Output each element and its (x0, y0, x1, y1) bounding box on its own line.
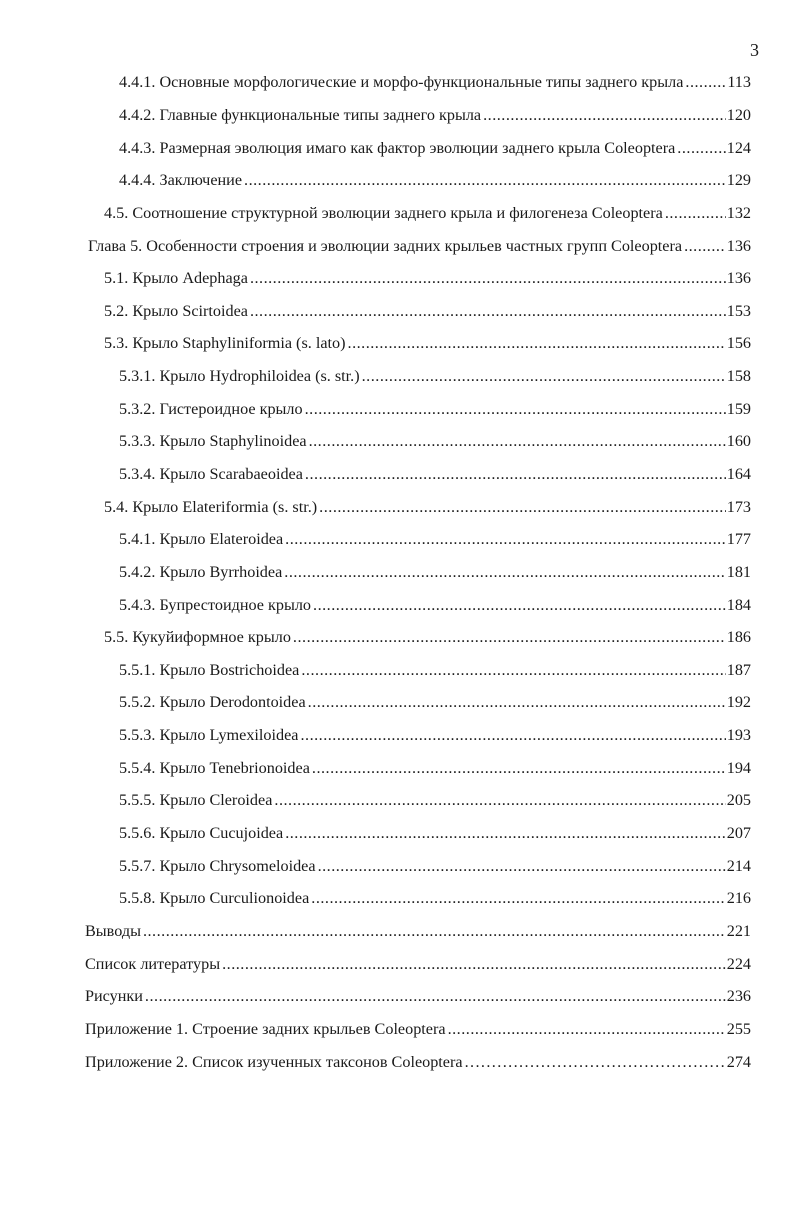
toc-entry (0, 131, 799, 164)
toc-entry (0, 327, 799, 360)
toc-dot-leader (684, 236, 726, 256)
toc-entry (0, 882, 799, 915)
toc-entry-title: Приложение 2. Список изученных таксонов Coleoptera (85, 1052, 463, 1071)
toc-entry (0, 392, 799, 425)
toc-entry (0, 947, 799, 980)
toc-entry-page: 194 (726, 758, 751, 777)
toc-entry-title: Глава 5. Особенности строения и эволюции задних крыльев частных групп Coleoptera (88, 236, 683, 255)
toc-entry-title: 5.5. Кукуйиформное крыло (104, 628, 291, 647)
toc-entry (0, 817, 799, 850)
toc-entry (0, 719, 799, 752)
toc-entry (0, 621, 799, 654)
toc-entry-title: 4.4.3. Размерная эволюция имаго как фактор эволюции заднего крыла Coleoptera (119, 138, 676, 157)
toc-entry-title: 5.4. Крыло Elateriformia (s. str.) (104, 497, 318, 516)
toc-dot-leader (300, 725, 725, 745)
toc-entry-page: 187 (726, 660, 751, 679)
toc-entry-title: 4.4.4. Заключение (119, 171, 243, 190)
toc-entry (0, 751, 799, 784)
toc-entry (0, 197, 799, 230)
toc-dot-leader (274, 790, 725, 810)
toc-dot-leader (308, 692, 726, 712)
toc-entry (0, 1013, 799, 1046)
toc-entry-title: 5.4.1. Крыло Elateroidea (119, 530, 284, 549)
toc-entry-title: 4.5. Соотношение структурной эволюции заднего крыла и филогенеза Coleoptera (104, 203, 663, 222)
toc-entry-page: 129 (726, 171, 751, 190)
toc-entry-page: 120 (726, 105, 751, 124)
toc-dot-leader (293, 627, 726, 647)
toc-entry-page: 177 (726, 530, 751, 549)
toc-dot-leader (362, 366, 726, 386)
toc-entry (0, 66, 799, 99)
toc-entry-title: 5.3. Крыло Staphyliniformia (s. lato) (104, 334, 346, 353)
toc-dot-leader (285, 823, 726, 843)
toc-entry-page: 224 (726, 954, 751, 973)
page-number: 3 (750, 40, 759, 60)
toc-entry-page: 156 (726, 334, 751, 353)
toc-entry (0, 980, 799, 1013)
toc-entry (0, 360, 799, 393)
toc-entry-page: 164 (726, 465, 751, 483)
toc-entry-page: 136 (726, 236, 751, 255)
toc-entry-page: 205 (726, 791, 751, 810)
toc-dot-leader (313, 595, 726, 615)
toc-entry-title: Список литературы (85, 954, 221, 973)
toc-entry-page: 214 (726, 856, 751, 875)
toc-dot-leader (318, 856, 726, 876)
toc-entry-title: 5.4.2. Крыло Byrrhoidea (119, 562, 283, 581)
toc-entry-page: 124 (726, 138, 751, 157)
toc-dot-leader (677, 138, 725, 158)
toc-entry-page: 113 (727, 73, 751, 92)
toc-dot-leader (244, 170, 726, 190)
toc-dot-leader (250, 268, 726, 288)
toc-entry-title: 5.3.1. Крыло Hydrophiloidea (s. str.) (119, 367, 360, 386)
toc-dot-leader (284, 562, 725, 582)
toc-entry-page: 181 (726, 562, 751, 581)
toc-entry-page: 221 (726, 921, 751, 940)
toc-entry-title: 5.2. Крыло Scirtoidea (104, 301, 248, 320)
toc-entry-title: Выводы (85, 921, 141, 940)
toc-entry (0, 99, 799, 132)
toc-entry (0, 490, 799, 523)
toc-entry-page: 192 (726, 693, 751, 712)
toc-entry-title: 5.5.1. Крыло Bostrichoidea (119, 660, 300, 679)
toc-entry-title: 5.5.2. Крыло Derodontoidea (119, 693, 306, 712)
toc-entry (0, 556, 799, 589)
toc-entry-title: Рисунки (85, 987, 143, 1006)
toc-dot-leader (285, 529, 726, 549)
toc-entry-title: 5.5.7. Крыло Chrysomeloidea (119, 856, 316, 875)
toc-entry-title: 5.5.5. Крыло Cleroidea (119, 791, 273, 810)
toc-entry-page: 255 (726, 1019, 751, 1038)
toc-dot-leader (143, 921, 726, 941)
toc-entry (0, 588, 799, 621)
toc-dot-leader (305, 464, 726, 484)
toc-entry-page: 158 (726, 367, 751, 386)
toc-entry (0, 1045, 799, 1078)
toc-entry-page: 153 (726, 301, 751, 320)
toc-entry-page: 186 (726, 628, 751, 647)
toc-entry (0, 164, 799, 197)
toc-dot-leader (305, 399, 726, 419)
toc-dot-leader (311, 888, 725, 908)
toc-entry-page: 173 (726, 497, 751, 516)
toc-entry-title: 5.5.3. Крыло Lymexiloidea (119, 726, 299, 745)
toc-entry-page: 193 (726, 726, 751, 745)
toc-entry-title: 4.4.1. Основные морфологические и морфо-функциональные типы заднего крыла (119, 73, 684, 92)
toc-entry-title: 5.3.3. Крыло Staphylinoidea (119, 432, 307, 451)
toc-entry-page: 136 (726, 269, 751, 288)
toc-dot-leader (250, 301, 726, 321)
toc-dot-leader (483, 105, 726, 125)
toc-entry (0, 686, 799, 719)
toc-entry-page: 160 (726, 432, 751, 451)
toc-entry-page: 132 (726, 203, 751, 222)
toc-dot-leader (465, 1052, 726, 1072)
toc-entry-title: 5.5.8. Крыло Curculionoidea (119, 889, 310, 908)
toc-entry (0, 915, 799, 948)
toc-entry-title: 5.1. Крыло Adephaga (104, 269, 248, 288)
toc-dot-leader (145, 986, 726, 1006)
toc-dot-leader (312, 758, 726, 778)
toc-dot-leader (448, 1019, 726, 1039)
toc-dot-leader (685, 72, 726, 92)
toc-entry-title: 5.5.6. Крыло Cucujoidea (119, 824, 284, 843)
toc-entry-title: 5.5.4. Крыло Tenebrionoidea (119, 758, 310, 777)
toc-entry (0, 654, 799, 687)
toc-entry-page: 216 (726, 889, 751, 908)
toc-entry (0, 229, 799, 262)
toc-dot-leader (665, 203, 726, 223)
toc-entry-title: Приложение 1. Строение задних крыльев Coleoptera (85, 1019, 446, 1038)
toc-dot-leader (319, 497, 726, 517)
toc-entry (0, 294, 799, 327)
table-of-contents (0, 66, 799, 1078)
toc-entry-page: 207 (726, 824, 751, 843)
toc-entry-page: 159 (726, 399, 751, 418)
toc-entry (0, 262, 799, 295)
toc-entry (0, 784, 799, 817)
toc-dot-leader (222, 954, 726, 974)
toc-entry (0, 849, 799, 882)
toc-entry (0, 458, 799, 491)
toc-entry-title: 5.3.2. Гистероидное крыло (119, 399, 303, 418)
toc-entry-page: 184 (726, 595, 751, 614)
toc-entry-title: 5.4.3. Бупрестоидное крыло (119, 595, 312, 614)
toc-dot-leader (301, 660, 725, 680)
toc-entry-title: 4.4.2. Главные функциональные типы заднего крыла (119, 105, 482, 124)
toc-entry-page: 274 (726, 1052, 751, 1071)
toc-dot-leader (348, 333, 726, 353)
toc-entry-title: 5.3.4. Крыло Scarabaeoidea (119, 465, 303, 483)
toc-entry (0, 425, 799, 458)
toc-entry (0, 523, 799, 556)
toc-entry-page: 236 (726, 987, 751, 1006)
toc-dot-leader (309, 431, 726, 451)
